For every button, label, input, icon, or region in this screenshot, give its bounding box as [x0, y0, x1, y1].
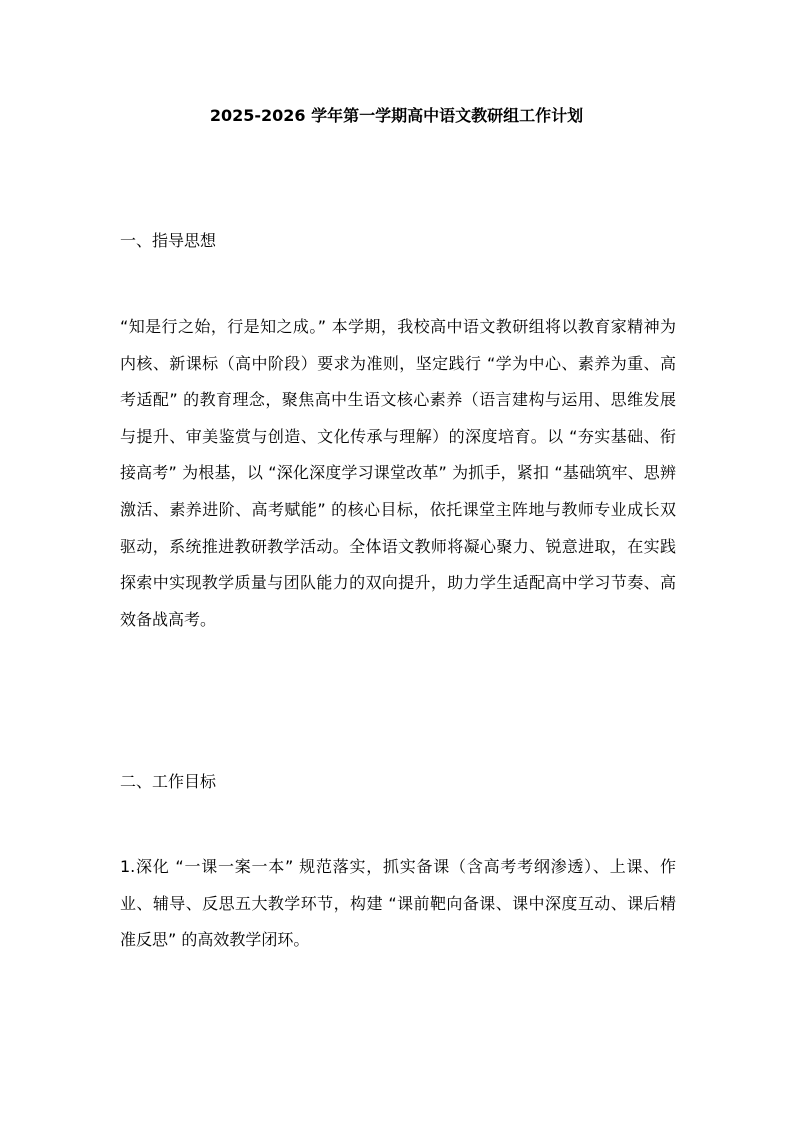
document-title: 2025-2026 学年第一学期高中语文教研组工作计划 [209, 106, 584, 125]
section-heading-guiding-ideology: 一、指导思想 [120, 231, 217, 250]
section-paragraph-work-goals: 1.深化 “一课一案一本” 规范落实，抓实备课（含高考考纲渗透）、上课、作业、辅导、反思五大教学环节，构建 “课前靶向备课、课中深度互动、课后精准反思” 的高效教学闭环。 [120, 857, 676, 950]
section-paragraph-guiding-ideology: “知是行之始，行是知之成。” 本学期，我校高中语文教研组将以教育家精神为内核、新课标（高中阶段）要求为准则，坚定践行 “学为中心、素养为重、高考适配” 的教育理念，聚焦高中生语文核心素养（语言建构与运用、思维发展与提升、审美鉴赏与创造、文化传承与理解）的深度培育。以 “夯实基础、衔接高考” 为根基，以 “深化深度学习课堂改革” 为抓手，紧扣 “基础筑牢、思辨激活、素养进阶、高考赋能” 的核心目标，依托课堂主阵地与教师专业成长双驱动，系统推进教研教学活动。全体语文教师将凝心聚力、锐意进取，在实践探索中实现教学质量与团队能力的双向提升，助力学生适配高中学习节奏、高效备战高考。 [120, 317, 676, 629]
section-heading-work-goals: 二、工作目标 [120, 772, 217, 791]
